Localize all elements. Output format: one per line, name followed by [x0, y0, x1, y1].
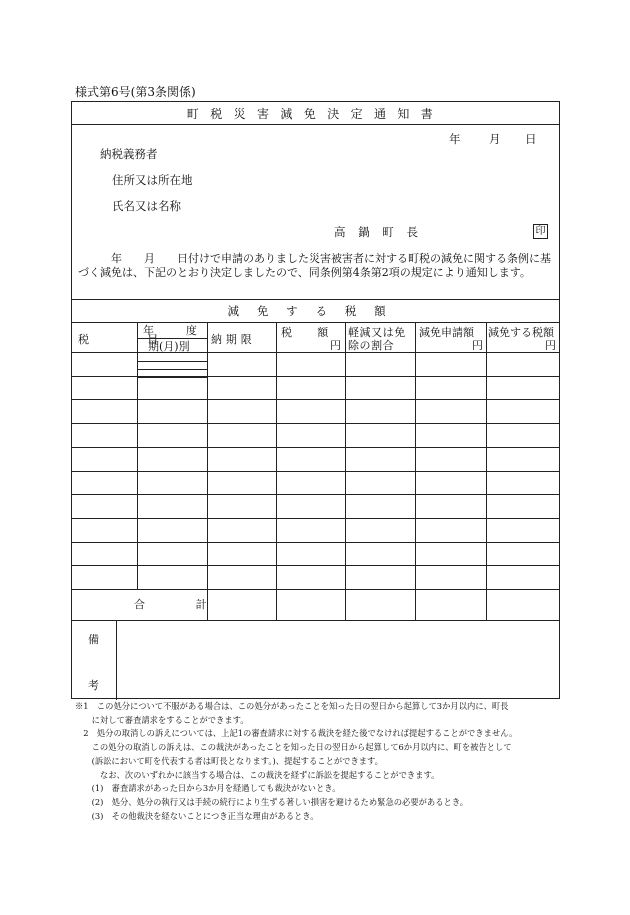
remarks-divider: [116, 620, 117, 700]
address-label: 住所又は所在地: [112, 173, 193, 187]
section-divider: [72, 299, 559, 300]
total-label: 合 計: [134, 598, 211, 611]
header-tax-item: 税 目: [78, 333, 171, 346]
header-reduced: 減免する税額: [488, 326, 554, 339]
remarks-label-bottom: 考: [88, 679, 99, 692]
note-line: (1) 審査請求があった日から3か月を経過しても裁決がないとき。: [75, 783, 341, 794]
note-line: 2 処分の取消しの訴えについては、上記1の審査請求に対する裁決を経た後でなければ提起することができません。: [75, 728, 518, 739]
taxpayer-label: 納税義務者: [100, 147, 158, 161]
note-line: (3) その他裁決を経ないことにつき正当な理由があるとき。: [75, 810, 319, 821]
header-reduced-unit: 円: [545, 339, 556, 352]
form-number-label: 様式第6号(第3条関係): [75, 85, 196, 99]
year-period-divider: [137, 338, 207, 339]
issuer-name: 高鍋町長: [334, 225, 431, 239]
table-column-line: [415, 322, 416, 620]
header-amount-unit: 円: [330, 339, 341, 352]
date-year: 年: [449, 132, 461, 146]
header-due-date: 納期限: [211, 333, 256, 346]
period-sub-line: [137, 377, 207, 378]
note-line: なお、次のいずれかに該当する場合は、この裁決を経ずに訴訟を提起することができます。: [75, 769, 440, 780]
header-requested-unit: 円: [472, 339, 483, 352]
table-column-line: [137, 322, 138, 589]
table-column-line: [207, 322, 208, 620]
notice-form: [71, 101, 560, 699]
title-divider: [72, 124, 559, 125]
form-title: 町税災害減免決定通知書: [186, 107, 445, 121]
note-line: (訴訟において町を代表する者は町長となります。)、提起することができます。: [75, 755, 383, 766]
header-amount: 税 額: [281, 326, 330, 339]
note-line: ※1 この処分について不服がある場合は、この処分があったことを知った日の翌日から起算して3か月以内に、町長: [75, 701, 509, 711]
note-line: に対して審査請求をすることができます。: [75, 714, 249, 725]
table-column-line: [345, 322, 346, 620]
seal-mark: 印: [533, 224, 548, 239]
header-period: 期(月)別: [148, 340, 190, 353]
section-title: 減免する税額: [227, 304, 404, 318]
notes-section: [75, 700, 565, 823]
notice-text: 年 月 日付けで申請のありました災害被害者に対する町税の減免に関する条例に基づく減免は、下記のとおり決定しましたので、同条例第4条第2項の規定により通知します。: [78, 252, 551, 279]
header-year: 年 度: [143, 324, 201, 337]
table-column-line: [486, 322, 487, 620]
header-requested: 減免申請額: [419, 326, 474, 339]
name-label: 氏名又は名称: [112, 199, 181, 213]
period-sub-line: [137, 361, 207, 362]
total-bottom-line: [72, 620, 559, 621]
note-line: (2) 処分、処分の執行又は手続の続行により生ずる著しい損害を避けるため緊急の必要があるとき。: [75, 796, 469, 807]
period-sub-line: [137, 369, 207, 370]
date-month: 月: [489, 132, 501, 146]
remarks-label-top: 備: [88, 633, 99, 646]
table-column-line: [276, 322, 277, 620]
date-day: 日: [525, 132, 537, 146]
header-reduction-ratio: 軽減又は免除の割合: [348, 326, 406, 352]
note-line: この処分の取消しの訴えは、この裁決があったことを知った日の翌日から起算して6か月以内に、町を被告として: [75, 742, 512, 753]
